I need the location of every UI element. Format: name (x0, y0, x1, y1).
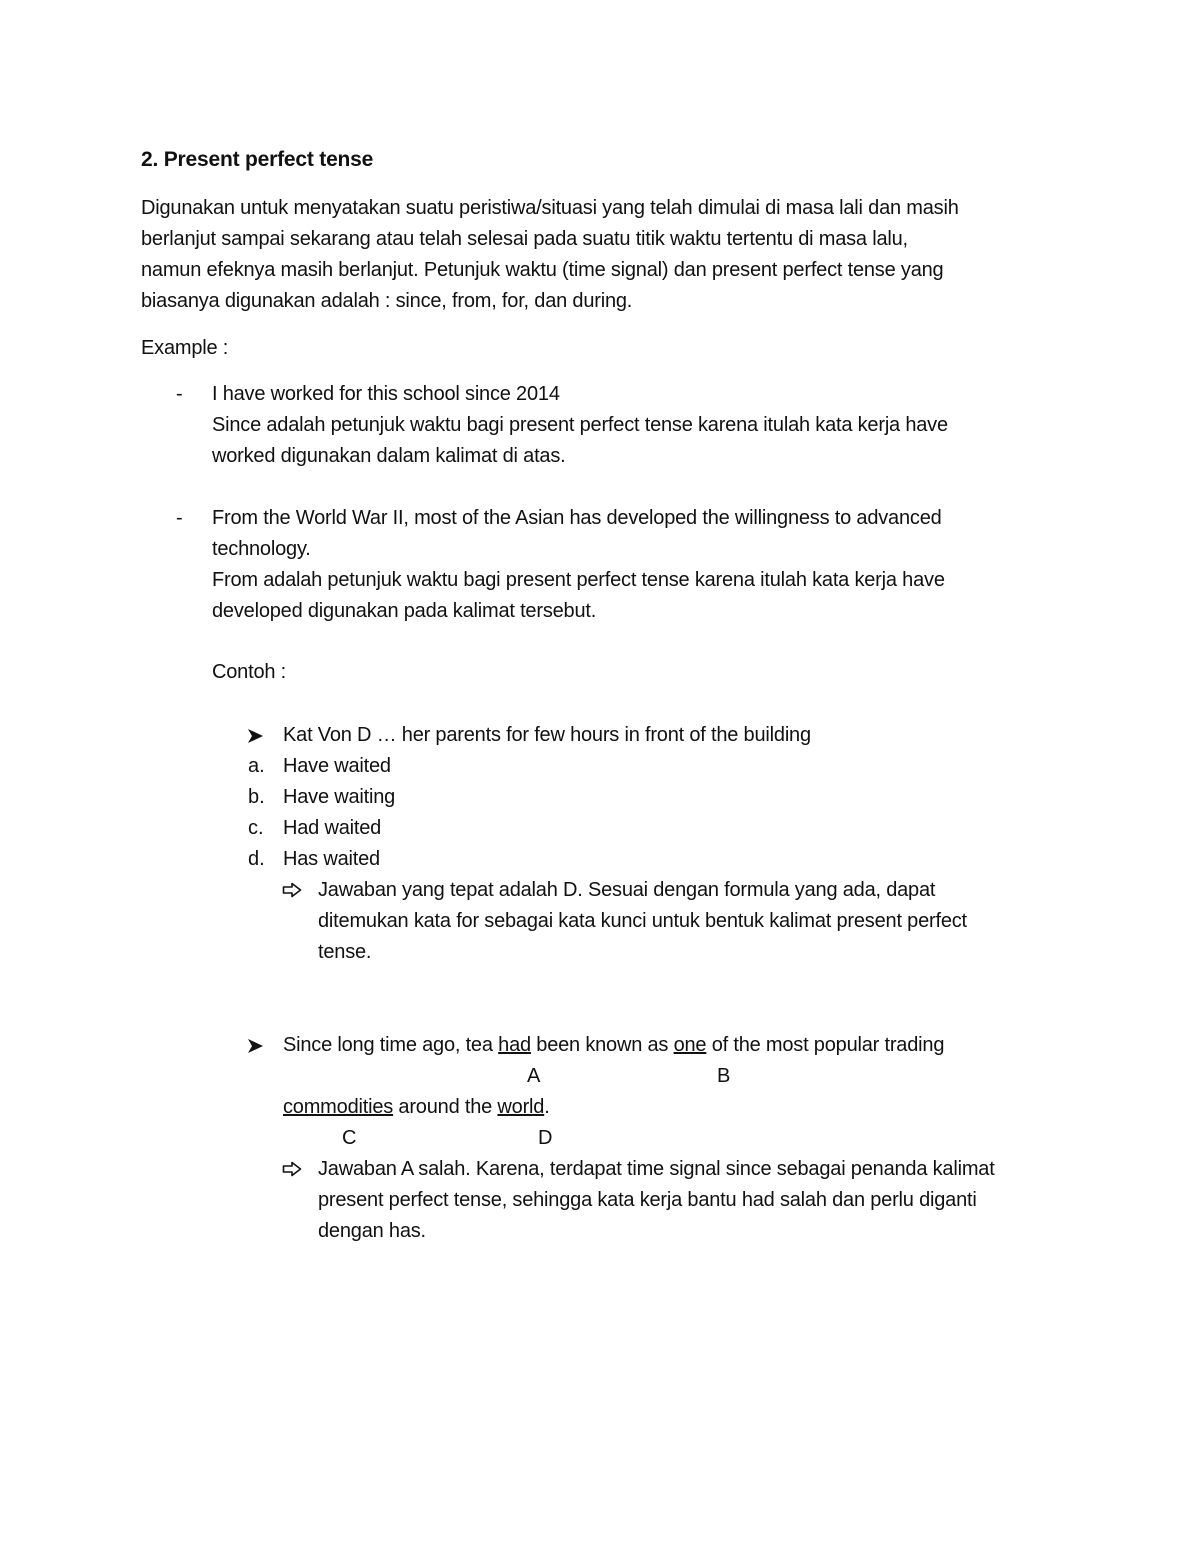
answer-1-line-3: tense. (318, 941, 372, 963)
option-letter: b. (248, 786, 265, 808)
label-c: C (342, 1127, 357, 1149)
option-letter: a. (248, 755, 265, 777)
answer-1-line-1: Jawaban yang tepat adalah D. Sesuai dengan formula yang ada, dapat (318, 879, 936, 901)
intro-line-2: berlanjut sampai sekarang atau telah selesai pada suatu titik waktu tertentu di masa lalu, (141, 228, 908, 250)
question-2-text: been known as (530, 1034, 674, 1056)
intro-line-3: namun efeknya masih berlanjut. Petunjuk waktu (time signal) dan present perfect tense yang (141, 259, 944, 281)
dash-bullet: - (176, 383, 183, 405)
filled-arrowhead-icon (246, 1037, 264, 1055)
option-text: Have waiting (283, 786, 396, 808)
outline-arrow-icon (282, 1161, 302, 1177)
underlined-word-a: had (498, 1034, 531, 1056)
contoh-label: Contoh : (212, 661, 287, 683)
example-1-explanation-1: Since adalah petunjuk waktu bagi present perfect tense karena itulah kata kerja have (212, 414, 948, 436)
underlined-word-d: world (497, 1096, 545, 1118)
question-2-text: of the most popular trading (706, 1034, 945, 1056)
outline-arrow-icon (282, 882, 302, 898)
example-1-sentence: I have worked for this school since 2014 (212, 383, 560, 405)
answer-2-line-2: present perfect tense, sehingga kata kerja bantu had salah dan perlu diganti (318, 1189, 977, 1211)
answer-2-line-1: Jawaban A salah. Karena, terdapat time signal since sebagai penanda kalimat (318, 1158, 995, 1180)
example-1-explanation-2: worked digunakan dalam kalimat di atas. (212, 445, 566, 467)
option-letter: c. (248, 817, 264, 839)
question-2-text: . (544, 1096, 550, 1118)
example-2-explanation-1: From adalah petunjuk waktu bagi present perfect tense karena itulah kata kerja have (212, 569, 945, 591)
filled-arrowhead-icon (246, 727, 264, 745)
label-d: D (538, 1127, 553, 1149)
example-2-explanation-2: developed digunakan pada kalimat tersebut. (212, 600, 597, 622)
answer-2-line-3: dengan has. (318, 1220, 426, 1242)
option-text: Has waited (283, 848, 380, 870)
underlined-word-c: commodities (283, 1096, 394, 1118)
label-a: A (527, 1065, 541, 1087)
question-2-text: Since long time ago, tea (283, 1034, 499, 1056)
option-text: Had waited (283, 817, 382, 839)
option-text: Have waited (283, 755, 391, 777)
underlined-word-b: one (673, 1034, 707, 1056)
example-label: Example : (141, 337, 229, 359)
question-2-line-1 (283, 1030, 944, 1061)
intro-line-4: biasanya digunakan adalah : since, from, for, dan during. (141, 290, 633, 312)
example-2-sentence-1: From the World War II, most of the Asian has developed the willingness to advanced (212, 507, 942, 529)
question-1-text: Kat Von D … her parents for few hours in front of the building (283, 724, 811, 746)
answer-1-line-2: ditemukan kata for sebagai kata kunci untuk bentuk kalimat present perfect (318, 910, 967, 932)
dash-bullet: - (176, 507, 183, 529)
label-b: B (717, 1065, 731, 1087)
section-heading: 2. Present perfect tense (141, 148, 374, 171)
question-2-line-2 (283, 1092, 550, 1123)
option-letter: d. (248, 848, 265, 870)
example-2-sentence-2: technology. (212, 538, 311, 560)
intro-line-1: Digunakan untuk menyatakan suatu peristiwa/situasi yang telah dimulai di masa lali dan masih (141, 197, 959, 219)
question-2-text: around the (393, 1096, 498, 1118)
